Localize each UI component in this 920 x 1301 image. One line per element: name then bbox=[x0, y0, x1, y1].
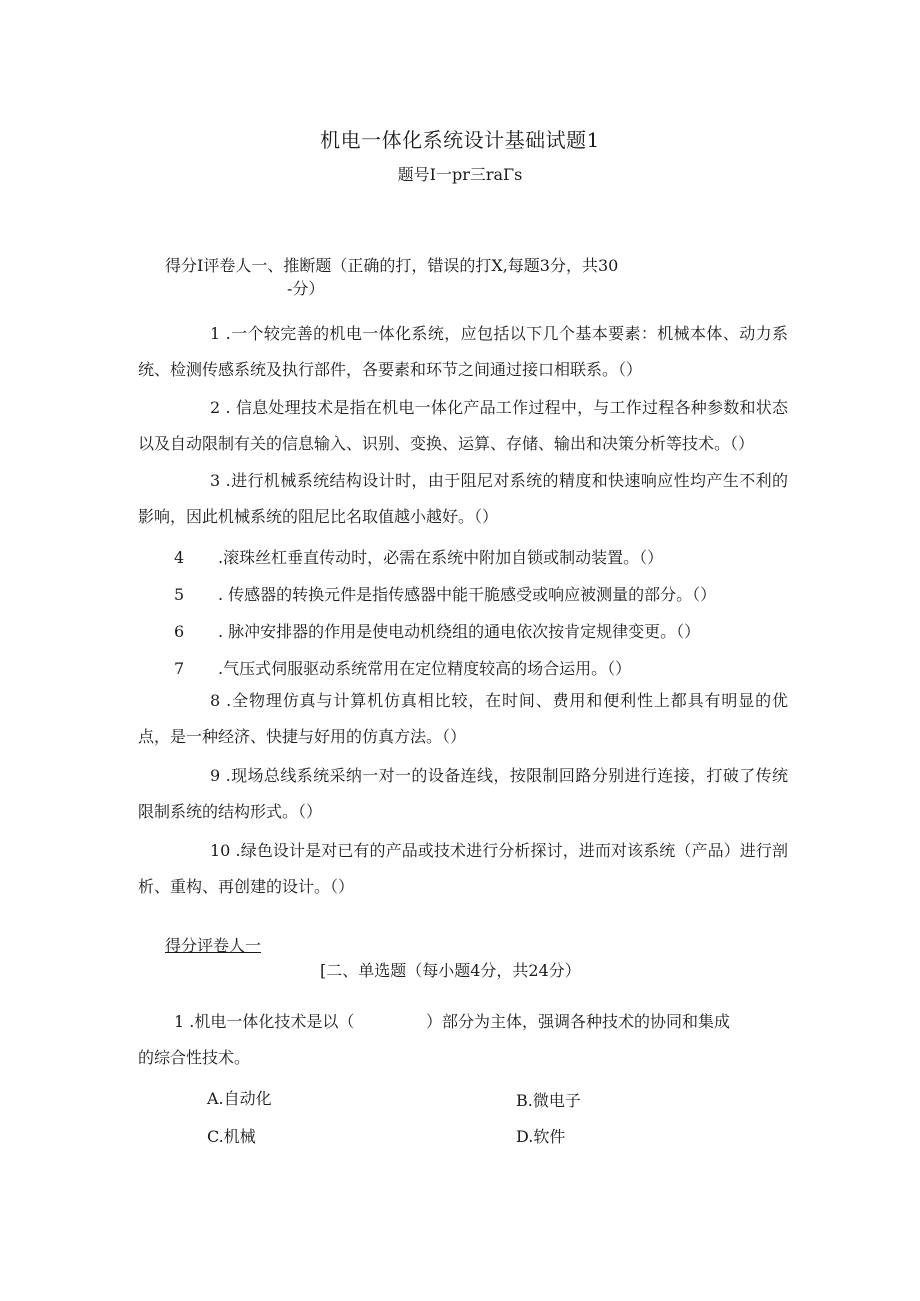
mc-option-c: C.机械 bbox=[207, 1127, 256, 1146]
mc-option-d: D.软件 bbox=[516, 1127, 566, 1146]
mc-question-1-text-a: .机电一体化技术是以（ bbox=[189, 1012, 355, 1031]
exam-title: 机电一体化系统设计基础试题1 bbox=[320, 128, 600, 152]
tf-question-9: 9 .现场总线系统采纳一对一的设备连线，按限制回路分别进行连接，打破了传统限制系统的结构形式。（） bbox=[138, 766, 788, 821]
tf-question-7-text: .气压式伺服驱动系统常用在定位精度较高的场合运用。（） bbox=[218, 659, 632, 678]
tf-question-9-text: .现场总线系统采纳一对一的设备连线，按限制回路分别进行连接，打破了传统限制系统的结构形式。（） bbox=[138, 766, 788, 821]
tf-question-10-text: .绿色设计是对已有的产品或技术进行分析探讨，进而对该系统（产品）进行剖析、重构、再创建的设计。（） bbox=[138, 841, 788, 896]
tf-question-1-text: .一个较完善的机电一体化系统，应包括以下几个基本要素：机械本体、动力系统、检测传感系统及执行部件，各要素和环节之间通过接口相联系。（） bbox=[138, 324, 788, 379]
score-table-header: 题号I一pr三raΓs bbox=[397, 165, 523, 184]
tf-question-6: 6 . 脉冲安排器的作用是使电动机绕组的通电依次按肯定规律变更。（） bbox=[174, 622, 701, 641]
mc-question-1-text-b: ）部分为主体，强调各种技术的协同和集成 bbox=[426, 1012, 731, 1031]
section1-header-cont: -分） bbox=[287, 279, 325, 298]
tf-question-6-text: . 脉冲安排器的作用是使电动机绕组的通电依次按肯定规律变更。（） bbox=[218, 622, 701, 641]
tf-question-8: 8 .全物理仿真与计算机仿真相比较，在时间、费用和便利性上都具有明显的优点，是一种经济、快捷与好用的仿真方法。（） bbox=[138, 691, 788, 746]
tf-question-10: 10 .绿色设计是对已有的产品或技术进行分析探讨，进而对该系统（产品）进行剖析、重构、再创建的设计。（） bbox=[138, 841, 788, 896]
mc-option-a: A.自动化 bbox=[207, 1089, 272, 1108]
tf-question-1: 1 .一个较完善的机电一体化系统，应包括以下几个基本要素：机械本体、动力系统、检测传感系统及执行部件，各要素和环节之间通过接口相联系。（） bbox=[138, 324, 788, 379]
mc-option-b: B.微电子 bbox=[516, 1091, 581, 1110]
section2-header: 得分评卷人一 bbox=[165, 936, 262, 955]
tf-question-2: 2 . 信息处理技术是指在机电一体化产品工作过程中，与工作过程各种参数和状态以及自动限制有关的信息输入、识别、变换、运算、存储、输出和决策分析等技术。（） bbox=[138, 398, 788, 453]
tf-question-7: 7 .气压式伺服驱动系统常用在定位精度较高的场合运用。（） bbox=[174, 659, 632, 678]
tf-question-5: 5 . 传感器的转换元件是指传感器中能干脆感受或响应被测量的部分。（） bbox=[174, 585, 717, 604]
tf-question-4-text: .滚珠丝杠垂直传动时，必需在系统中附加自锁或制动装置。（） bbox=[218, 548, 664, 567]
mc-question-1-text-c: 的综合性技术。 bbox=[138, 1048, 251, 1067]
mc-question-1: 1 .机电一体化技术是以（ bbox=[174, 1012, 355, 1031]
tf-question-3-text: .进行机械系统结构设计时，由于阻尼对系统的精度和快速响应性均产生不利的影响，因此机械系统的阻尼比名取值越小越好。（） bbox=[138, 471, 788, 526]
tf-question-5-text: . 传感器的转换元件是指传感器中能干脆感受或响应被测量的部分。（） bbox=[218, 585, 717, 604]
tf-question-4: 4 .滚珠丝杠垂直传动时，必需在系统中附加自锁或制动装置。（） bbox=[174, 548, 664, 567]
tf-question-2-text: . 信息处理技术是指在机电一体化产品工作过程中，与工作过程各种参数和状态以及自动限制有关的信息输入、识别、变换、运算、存储、输出和决策分析等技术。（） bbox=[138, 398, 788, 453]
section2-header-cont: [二、单选题（每小题4分，共24分） bbox=[320, 961, 581, 980]
section1-header: 得分I评卷人一、推断题（正确的打，错误的打X,每题3分，共30 bbox=[165, 256, 619, 275]
tf-question-3: 3 .进行机械系统结构设计时，由于阻尼对系统的精度和快速响应性均产生不利的影响，因此机械系统的阻尼比名取值越小越好。（） bbox=[138, 471, 788, 526]
tf-question-8-text: .全物理仿真与计算机仿真相比较，在时间、费用和便利性上都具有明显的优点，是一种经济、快捷与好用的仿真方法。（） bbox=[138, 691, 788, 746]
